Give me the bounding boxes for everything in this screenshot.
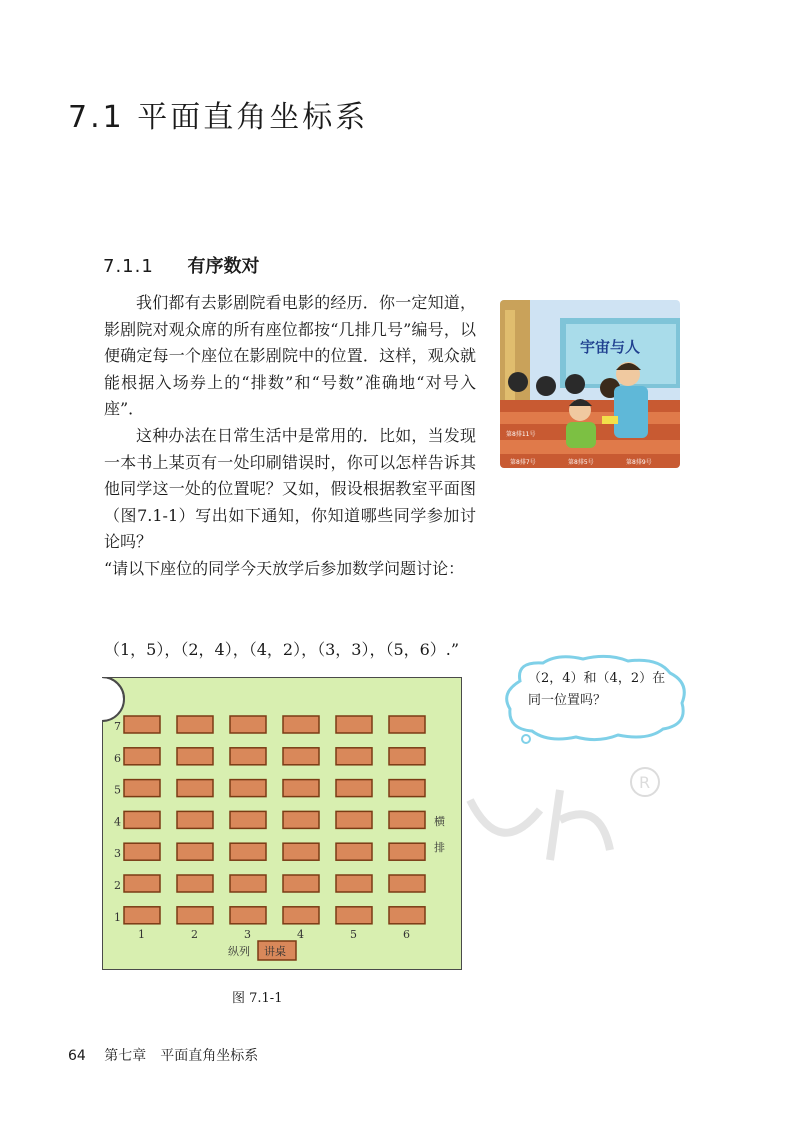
axis-y-label-2: 排 <box>434 841 445 854</box>
seat-label-2: 第8排7号 <box>510 459 536 466</box>
desk <box>124 875 160 892</box>
desk <box>124 907 160 924</box>
desk <box>177 716 213 733</box>
desk <box>230 811 266 828</box>
desk <box>283 811 319 828</box>
classroom-floor-plan <box>102 677 462 970</box>
axis-x-label: 纵列 <box>228 945 250 958</box>
page-number: 64 <box>68 1048 86 1064</box>
desk <box>389 907 425 924</box>
desk <box>389 843 425 860</box>
cinema-sign-text: 宇宙与人 <box>580 338 641 356</box>
chapter-title: 7.1 平面直角坐标系 <box>68 100 369 135</box>
paragraph-daily-life: 这种办法在日常生活中是常用的．比如，当发现一本书上某页有一处印刷错误时，你可以怎样告诉其他同学这一处的位置呢？又如，假设根据教室平面图（图7.1-1）写出如下通知，你知道哪些同学参加讨论吗？ <box>104 426 476 551</box>
section-heading <box>103 252 260 278</box>
desk <box>177 907 213 924</box>
desk <box>177 780 213 797</box>
desk <box>230 716 266 733</box>
row-label: 3 <box>114 847 121 861</box>
desk <box>389 875 425 892</box>
column-label: 1 <box>138 928 145 941</box>
row-label: 7 <box>114 720 121 733</box>
desk <box>336 748 372 765</box>
figure-caption: 图 7.1-1 <box>232 991 283 1006</box>
desk <box>124 748 160 765</box>
row-label: 5 <box>114 783 121 797</box>
desk <box>389 716 425 733</box>
desk <box>336 843 372 860</box>
svg-text:R: R <box>639 773 651 792</box>
notice-text: “请以下座位的同学今天放学后参加数学问题讨论： <box>104 559 465 578</box>
desk <box>336 811 372 828</box>
desk <box>124 780 160 797</box>
row-label: 1 <box>114 910 121 924</box>
desk <box>283 843 319 860</box>
desk <box>124 716 160 733</box>
desk <box>177 748 213 765</box>
desk <box>283 748 319 765</box>
desk <box>389 748 425 765</box>
footer-chapter-label: 第七章 平面直角坐标系 <box>104 1048 259 1064</box>
desk <box>230 875 266 892</box>
section-name: 有序数对 <box>187 256 260 277</box>
lectern-label: 讲桌 <box>264 945 286 958</box>
row-label: 2 <box>114 879 121 892</box>
desk <box>124 811 160 828</box>
column-label: 5 <box>350 928 357 941</box>
desk <box>283 716 319 733</box>
desk <box>336 780 372 797</box>
desk <box>283 907 319 924</box>
desk <box>336 875 372 892</box>
desk <box>124 843 160 860</box>
column-label: 4 <box>297 928 304 941</box>
axis-y-label-1: 横 <box>434 815 445 828</box>
page-footer <box>68 1045 258 1065</box>
desk <box>177 843 213 860</box>
desk <box>336 907 372 924</box>
desk <box>389 780 425 797</box>
desk <box>177 811 213 828</box>
coordinate-list: （1，5），（2，4），（4，2），（3，3），（5，6）.” <box>104 640 460 659</box>
thought-bubble-text: （2，4）和（4，2）在同一位置吗？ <box>528 671 666 708</box>
desk <box>230 780 266 797</box>
column-label: 6 <box>403 928 410 941</box>
seat-label-4: 第8排9号 <box>626 459 652 466</box>
desk <box>230 907 266 924</box>
column-label: 2 <box>191 928 198 941</box>
row-label: 4 <box>114 815 121 829</box>
desk <box>336 716 372 733</box>
desk <box>230 843 266 860</box>
section-number: 7.1.1 <box>103 256 154 277</box>
desk <box>283 875 319 892</box>
paragraph-cinema: 我们都有去影剧院看电影的经历．你一定知道，影剧院对观众席的所有座位都按“几排几号”编号，以便确定每一个座位在影剧院中的位置．这样，观众就能根据入场券上的“排数”和“号数”准确地“对号入座”． <box>104 293 476 418</box>
seat-label-1: 第8排11号 <box>506 431 536 438</box>
desk <box>230 748 266 765</box>
seat-label-3: 第8排5号 <box>568 459 594 466</box>
row-label: 6 <box>114 751 121 765</box>
desk <box>283 780 319 797</box>
paragraph-notice <box>104 556 476 583</box>
cinema-illustration <box>500 300 680 468</box>
column-label: 3 <box>244 928 251 941</box>
desk <box>389 811 425 828</box>
desk <box>177 875 213 892</box>
